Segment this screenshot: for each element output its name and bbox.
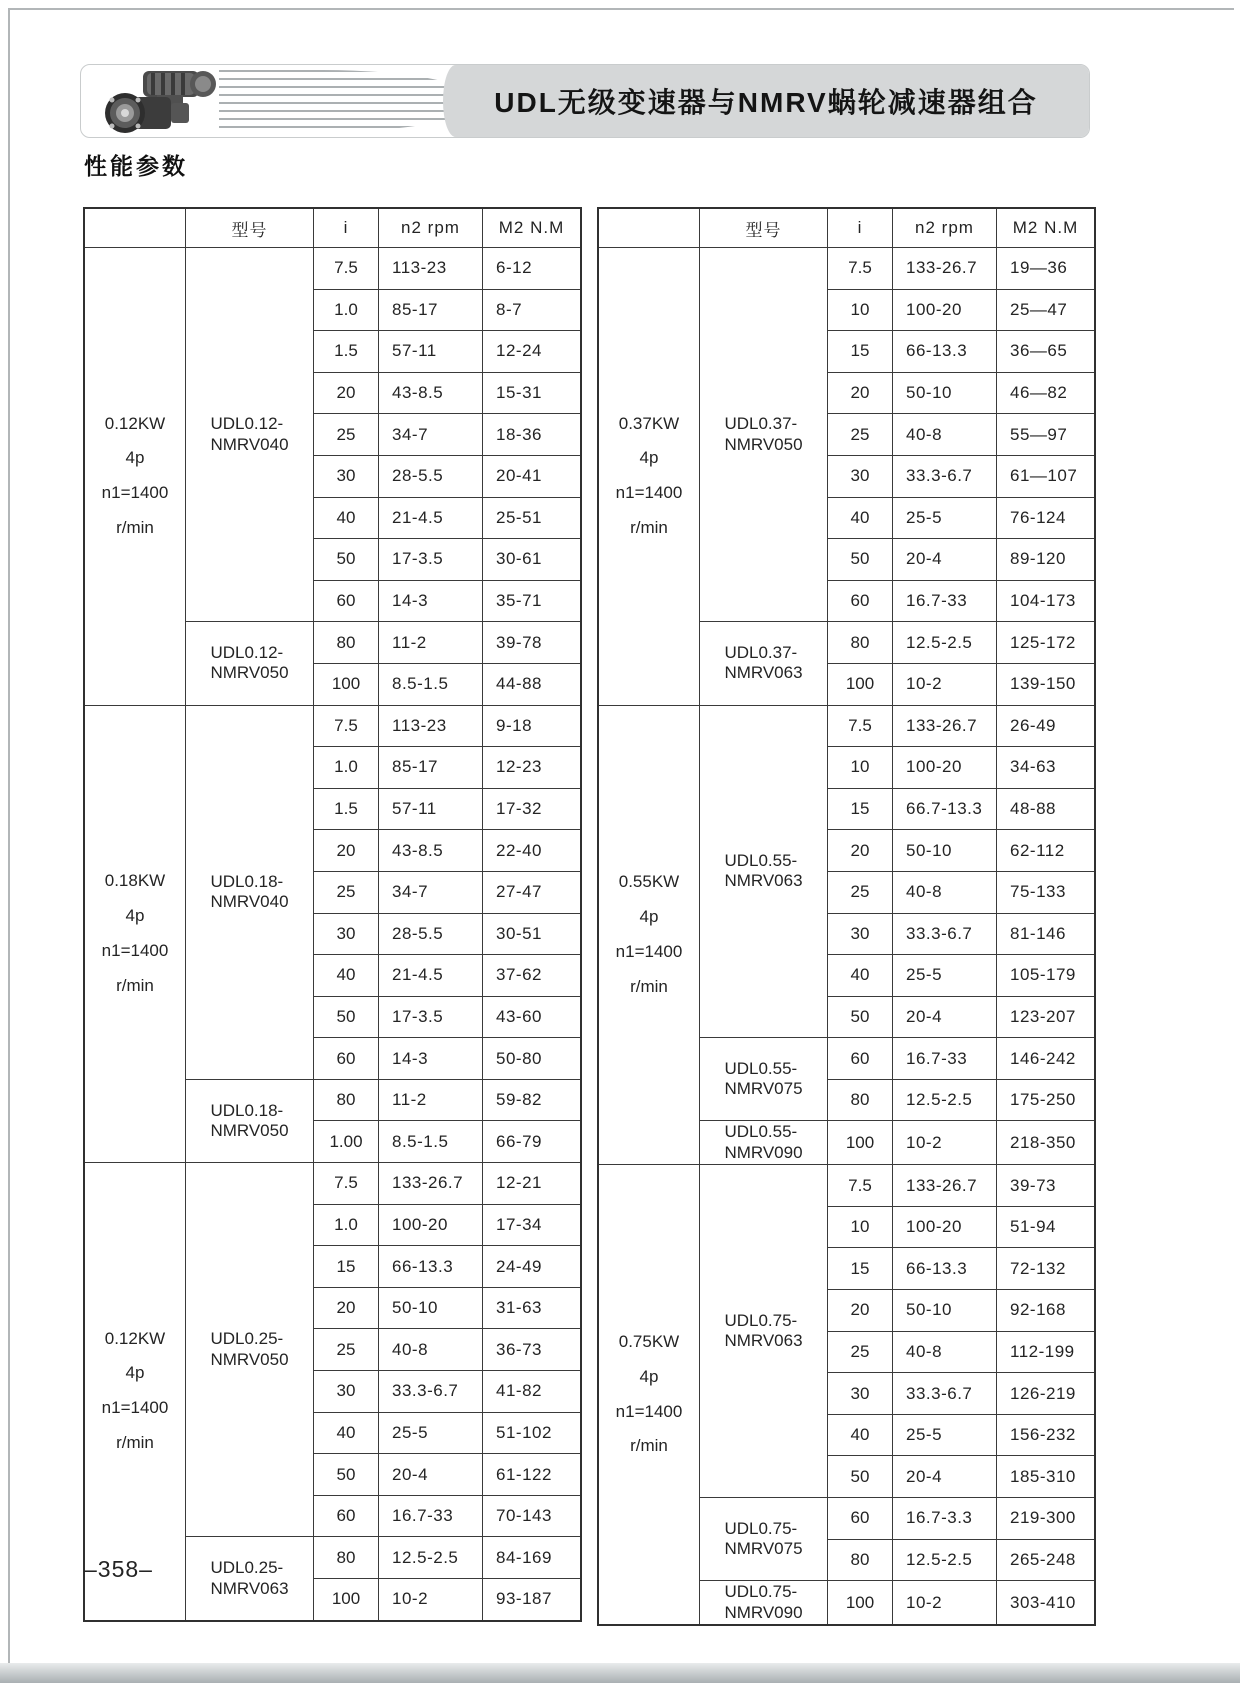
torque-cell: 12-24 <box>483 331 582 373</box>
model-cell: UDL0.37- NMRV063 <box>700 622 828 705</box>
gearmotor-photo <box>91 67 231 135</box>
ratio-cell: 30 <box>828 913 893 955</box>
speed-cell: 17-3.5 <box>379 996 483 1038</box>
speed-cell: 40-8 <box>893 871 997 913</box>
speed-cell: 113-23 <box>379 705 483 747</box>
speed-cell: 40-8 <box>893 1331 997 1373</box>
header-row <box>598 208 1095 248</box>
ratio-cell: 60 <box>314 580 379 622</box>
torque-cell: 125-172 <box>997 622 1096 664</box>
model-cell: UDL0.25- NMRV063 <box>186 1537 314 1621</box>
ratio-cell: 40 <box>828 1414 893 1456</box>
performance-table-right <box>597 207 1096 1626</box>
torque-cell: 6-12 <box>483 248 582 290</box>
torque-cell: 30-61 <box>483 539 582 581</box>
ratio-cell: 20 <box>314 372 379 414</box>
left-table-container <box>83 207 582 1622</box>
torque-cell: 12-23 <box>483 747 582 789</box>
speed-cell: 28-5.5 <box>379 913 483 955</box>
speed-cell: 66-13.3 <box>893 1248 997 1290</box>
torque-cell: 24-49 <box>483 1246 582 1288</box>
model-cell: UDL0.55- NMRV090 <box>700 1121 828 1165</box>
speed-cell: 66.7-13.3 <box>893 788 997 830</box>
speed-cell: 50-10 <box>893 830 997 872</box>
torque-cell: 44-88 <box>483 663 582 705</box>
page-number: –358– <box>84 1556 153 1582</box>
speed-cell: 40-8 <box>379 1329 483 1371</box>
torque-cell: 70-143 <box>483 1495 582 1537</box>
ratio-cell: 7.5 <box>314 705 379 747</box>
page-edge-top <box>8 8 1234 10</box>
speed-cell: 20-4 <box>893 539 997 581</box>
column-header: i <box>314 208 379 248</box>
ratio-cell: 1.0 <box>314 289 379 331</box>
torque-cell: 156-232 <box>997 1414 1096 1456</box>
torque-cell: 39-78 <box>483 622 582 664</box>
speed-cell: 50-10 <box>893 372 997 414</box>
ratio-cell: 40 <box>828 955 893 997</box>
ratio-cell: 15 <box>828 1248 893 1290</box>
torque-cell: 175-250 <box>997 1079 1096 1121</box>
torque-cell: 61—107 <box>997 455 1096 497</box>
ratio-cell: 10 <box>828 1206 893 1248</box>
table-row <box>84 1163 581 1205</box>
ratio-cell: 1.0 <box>314 747 379 789</box>
column-header <box>84 208 186 248</box>
column-header: 型号 <box>700 208 828 248</box>
speed-cell: 66-13.3 <box>893 331 997 373</box>
speed-cell: 100-20 <box>379 1204 483 1246</box>
speed-cell: 133-26.7 <box>893 248 997 290</box>
ratio-cell: 80 <box>828 622 893 664</box>
speed-cell: 113-23 <box>379 248 483 290</box>
torque-cell: 17-32 <box>483 788 582 830</box>
ratio-cell: 15 <box>828 788 893 830</box>
torque-cell: 105-179 <box>997 955 1096 997</box>
ratio-cell: 80 <box>314 622 379 664</box>
speed-cell: 25-5 <box>379 1412 483 1454</box>
speed-cell: 133-26.7 <box>379 1163 483 1205</box>
torque-cell: 139-150 <box>997 663 1096 705</box>
ratio-cell: 30 <box>828 455 893 497</box>
torque-cell: 30-51 <box>483 913 582 955</box>
ratio-cell: 100 <box>314 663 379 705</box>
speed-cell: 16.7-3.3 <box>893 1498 997 1540</box>
ratio-cell: 60 <box>828 1498 893 1540</box>
power-spec-cell: 0.37KW 4p n1=1400 r/min <box>598 248 700 706</box>
column-header: n2 rpm <box>379 208 483 248</box>
ratio-cell: 1.5 <box>314 331 379 373</box>
section-title: 性能参数 <box>84 153 188 179</box>
ratio-cell: 50 <box>314 539 379 581</box>
speed-cell: 50-10 <box>379 1287 483 1329</box>
model-cell: UDL0.55- NMRV075 <box>700 1038 828 1121</box>
right-table-container <box>597 207 1096 1626</box>
speed-cell: 33.3-6.7 <box>893 455 997 497</box>
column-header: 型号 <box>186 208 314 248</box>
speed-cell: 11-2 <box>379 1079 483 1121</box>
speed-cell: 10-2 <box>893 1121 997 1165</box>
header-banner <box>80 64 1090 138</box>
ratio-cell: 50 <box>828 996 893 1038</box>
ratio-cell: 30 <box>314 455 379 497</box>
speed-cell: 20-4 <box>379 1454 483 1496</box>
ratio-cell: 7.5 <box>828 705 893 747</box>
speed-cell: 10-2 <box>893 663 997 705</box>
torque-cell: 50-80 <box>483 1038 582 1080</box>
ratio-cell: 7.5 <box>828 248 893 290</box>
ratio-cell: 15 <box>828 331 893 373</box>
performance-table-left <box>83 207 582 1622</box>
speed-cell: 28-5.5 <box>379 455 483 497</box>
torque-cell: 27-47 <box>483 871 582 913</box>
table-row <box>598 248 1095 290</box>
ratio-cell: 1.5 <box>314 788 379 830</box>
ratio-cell: 25 <box>314 414 379 456</box>
speed-cell: 16.7-33 <box>893 1038 997 1080</box>
ratio-cell: 15 <box>314 1246 379 1288</box>
torque-cell: 26-49 <box>997 705 1096 747</box>
speed-cell: 21-4.5 <box>379 955 483 997</box>
ratio-cell: 10 <box>828 747 893 789</box>
model-cell: UDL0.75- NMRV063 <box>700 1165 828 1498</box>
ratio-cell: 25 <box>314 871 379 913</box>
ratio-cell: 20 <box>828 372 893 414</box>
ratio-cell: 25 <box>314 1329 379 1371</box>
speed-cell: 16.7-33 <box>379 1495 483 1537</box>
banner-title-panel <box>443 65 1089 137</box>
ratio-cell: 1.0 <box>314 1204 379 1246</box>
ratio-cell: 25 <box>828 871 893 913</box>
torque-cell: 39-73 <box>997 1165 1096 1207</box>
column-header: M2 N.M <box>483 208 582 248</box>
speed-cell: 8.5-1.5 <box>379 1121 483 1163</box>
ratio-cell: 50 <box>828 539 893 581</box>
speed-cell: 12.5-2.5 <box>893 622 997 664</box>
model-cell: UDL0.75- NMRV090 <box>700 1581 828 1625</box>
torque-cell: 31-63 <box>483 1287 582 1329</box>
ratio-cell: 50 <box>314 996 379 1038</box>
table-row <box>84 705 581 747</box>
speed-cell: 33.3-6.7 <box>379 1371 483 1413</box>
ratio-cell: 100 <box>828 663 893 705</box>
speed-cell: 10-2 <box>379 1579 483 1621</box>
speed-cell: 133-26.7 <box>893 1165 997 1207</box>
speed-cell: 85-17 <box>379 747 483 789</box>
torque-cell: 18-36 <box>483 414 582 456</box>
column-header: n2 rpm <box>893 208 997 248</box>
power-spec-cell: 0.18KW 4p n1=1400 r/min <box>84 705 186 1163</box>
torque-cell: 17-34 <box>483 1204 582 1246</box>
column-header: i <box>828 208 893 248</box>
speed-cell: 85-17 <box>379 289 483 331</box>
speed-cell: 40-8 <box>893 414 997 456</box>
ratio-cell: 100 <box>828 1121 893 1165</box>
column-header <box>598 208 700 248</box>
ratio-cell: 30 <box>828 1373 893 1415</box>
torque-cell: 89-120 <box>997 539 1096 581</box>
speed-cell: 10-2 <box>893 1581 997 1625</box>
torque-cell: 61-122 <box>483 1454 582 1496</box>
torque-cell: 34-63 <box>997 747 1096 789</box>
torque-cell: 8-7 <box>483 289 582 331</box>
page-title: UDL无级变速器与NMRV蜗轮减速器组合 <box>494 87 1038 118</box>
ratio-cell: 20 <box>314 1287 379 1329</box>
torque-cell: 55—97 <box>997 414 1096 456</box>
speed-cell: 66-13.3 <box>379 1246 483 1288</box>
ratio-cell: 20 <box>314 830 379 872</box>
ratio-cell: 60 <box>828 580 893 622</box>
speed-cell: 8.5-1.5 <box>379 663 483 705</box>
ratio-cell: 50 <box>314 1454 379 1496</box>
speed-cell: 100-20 <box>893 747 997 789</box>
torque-cell: 36-73 <box>483 1329 582 1371</box>
speed-cell: 100-20 <box>893 1206 997 1248</box>
torque-cell: 25—47 <box>997 289 1096 331</box>
speed-cell: 12.5-2.5 <box>379 1537 483 1579</box>
ratio-cell: 40 <box>828 497 893 539</box>
speed-cell: 11-2 <box>379 622 483 664</box>
model-cell: UDL0.37- NMRV050 <box>700 248 828 622</box>
torque-cell: 20-41 <box>483 455 582 497</box>
torque-cell: 9-18 <box>483 705 582 747</box>
ratio-cell: 100 <box>828 1581 893 1625</box>
torque-cell: 104-173 <box>997 580 1096 622</box>
ratio-cell: 30 <box>314 1371 379 1413</box>
torque-cell: 51-102 <box>483 1412 582 1454</box>
table-row <box>598 705 1095 747</box>
ratio-cell: 80 <box>314 1079 379 1121</box>
ratio-cell: 80 <box>314 1537 379 1579</box>
ratio-cell: 60 <box>828 1038 893 1080</box>
torque-cell: 19—36 <box>997 248 1096 290</box>
torque-cell: 303-410 <box>997 1581 1096 1625</box>
speed-cell: 43-8.5 <box>379 372 483 414</box>
ratio-cell: 40 <box>314 497 379 539</box>
ratio-cell: 100 <box>314 1579 379 1621</box>
torque-cell: 76-124 <box>997 497 1096 539</box>
power-spec-cell: 0.12KW 4p n1=1400 r/min <box>84 248 186 706</box>
page-edge-bottom <box>0 1663 1240 1683</box>
speed-cell: 33.3-6.7 <box>893 913 997 955</box>
speed-cell: 57-11 <box>379 788 483 830</box>
speed-cell: 100-20 <box>893 289 997 331</box>
speed-cell: 34-7 <box>379 871 483 913</box>
model-cell: UDL0.18- NMRV040 <box>186 705 314 1079</box>
torque-cell: 146-242 <box>997 1038 1096 1080</box>
torque-cell: 92-168 <box>997 1290 1096 1332</box>
torque-cell: 22-40 <box>483 830 582 872</box>
ratio-cell: 80 <box>828 1079 893 1121</box>
torque-cell: 37-62 <box>483 955 582 997</box>
ratio-cell: 1.00 <box>314 1121 379 1163</box>
torque-cell: 75-133 <box>997 871 1096 913</box>
banner-stripes-decoration <box>219 70 479 132</box>
ratio-cell: 40 <box>314 955 379 997</box>
torque-cell: 25-51 <box>483 497 582 539</box>
ratio-cell: 60 <box>314 1495 379 1537</box>
power-spec-cell: 0.55KW 4p n1=1400 r/min <box>598 705 700 1165</box>
speed-cell: 133-26.7 <box>893 705 997 747</box>
model-cell: UDL0.18- NMRV050 <box>186 1079 314 1162</box>
torque-cell: 15-31 <box>483 372 582 414</box>
torque-cell: 66-79 <box>483 1121 582 1163</box>
ratio-cell: 20 <box>828 830 893 872</box>
torque-cell: 59-82 <box>483 1079 582 1121</box>
speed-cell: 25-5 <box>893 497 997 539</box>
column-header: M2 N.M <box>997 208 1096 248</box>
speed-cell: 21-4.5 <box>379 497 483 539</box>
ratio-cell: 30 <box>314 913 379 955</box>
ratio-cell: 25 <box>828 414 893 456</box>
speed-cell: 20-4 <box>893 1456 997 1498</box>
torque-cell: 126-219 <box>997 1373 1096 1415</box>
torque-cell: 46—82 <box>997 372 1096 414</box>
speed-cell: 25-5 <box>893 1414 997 1456</box>
speed-cell: 16.7-33 <box>893 580 997 622</box>
ratio-cell: 25 <box>828 1331 893 1373</box>
model-cell: UDL0.25- NMRV050 <box>186 1163 314 1537</box>
speed-cell: 14-3 <box>379 1038 483 1080</box>
speed-cell: 33.3-6.7 <box>893 1373 997 1415</box>
table-row <box>84 248 581 290</box>
speed-cell: 50-10 <box>893 1290 997 1332</box>
ratio-cell: 80 <box>828 1539 893 1581</box>
torque-cell: 12-21 <box>483 1163 582 1205</box>
ratio-cell: 7.5 <box>314 248 379 290</box>
torque-cell: 36—65 <box>997 331 1096 373</box>
torque-cell: 84-169 <box>483 1537 582 1579</box>
speed-cell: 14-3 <box>379 580 483 622</box>
torque-cell: 62-112 <box>997 830 1096 872</box>
torque-cell: 35-71 <box>483 580 582 622</box>
model-cell: UDL0.75- NMRV075 <box>700 1498 828 1581</box>
torque-cell: 123-207 <box>997 996 1096 1038</box>
ratio-cell: 60 <box>314 1038 379 1080</box>
power-spec-cell: 0.12KW 4p n1=1400 r/min <box>84 1163 186 1621</box>
power-spec-cell: 0.75KW 4p n1=1400 r/min <box>598 1165 700 1625</box>
torque-cell: 265-248 <box>997 1539 1096 1581</box>
torque-cell: 185-310 <box>997 1456 1096 1498</box>
ratio-cell: 50 <box>828 1456 893 1498</box>
model-cell: UDL0.55- NMRV063 <box>700 705 828 1038</box>
speed-cell: 12.5-2.5 <box>893 1539 997 1581</box>
speed-cell: 57-11 <box>379 331 483 373</box>
torque-cell: 51-94 <box>997 1206 1096 1248</box>
torque-cell: 81-146 <box>997 913 1096 955</box>
speed-cell: 43-8.5 <box>379 830 483 872</box>
speed-cell: 20-4 <box>893 996 997 1038</box>
table-row <box>598 1165 1095 1207</box>
header-row <box>84 208 581 248</box>
torque-cell: 48-88 <box>997 788 1096 830</box>
ratio-cell: 10 <box>828 289 893 331</box>
speed-cell: 17-3.5 <box>379 539 483 581</box>
torque-cell: 72-132 <box>997 1248 1096 1290</box>
speed-cell: 34-7 <box>379 414 483 456</box>
ratio-cell: 20 <box>828 1290 893 1332</box>
ratio-cell: 40 <box>314 1412 379 1454</box>
model-cell: UDL0.12- NMRV050 <box>186 622 314 705</box>
torque-cell: 93-187 <box>483 1579 582 1621</box>
model-cell: UDL0.12- NMRV040 <box>186 248 314 622</box>
torque-cell: 218-350 <box>997 1121 1096 1165</box>
speed-cell: 12.5-2.5 <box>893 1079 997 1121</box>
page-edge-left <box>8 8 10 1663</box>
ratio-cell: 7.5 <box>828 1165 893 1207</box>
torque-cell: 41-82 <box>483 1371 582 1413</box>
torque-cell: 219-300 <box>997 1498 1096 1540</box>
torque-cell: 43-60 <box>483 996 582 1038</box>
torque-cell: 112-199 <box>997 1331 1096 1373</box>
ratio-cell: 7.5 <box>314 1163 379 1205</box>
speed-cell: 25-5 <box>893 955 997 997</box>
